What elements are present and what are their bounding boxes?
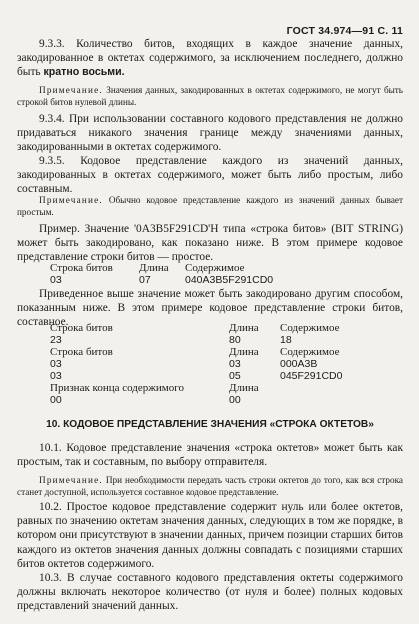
table-cell: 040A3B5F291CD0 bbox=[185, 274, 274, 286]
paragraph-9-3-4: 9.3.4. При использовании составного кодового представления не должно придаваться никакого значения границе между значениями данных, закодированными в октетах содержимого. bbox=[17, 113, 403, 154]
table-header: Содержимое bbox=[280, 346, 340, 358]
table-label: Строка битов bbox=[50, 322, 113, 334]
note-label: Примечание. bbox=[39, 475, 103, 485]
note-text: При необходимости передать часть строки октетов до того, как вся строка станет доступной, используется составное кодовое представление. bbox=[17, 475, 403, 497]
table-cell: 23 bbox=[50, 334, 62, 346]
table-cell: 03 bbox=[229, 358, 241, 370]
table-header: Содержимое bbox=[185, 262, 245, 274]
note-text: Обычно кодовое представление каждого из значений данных бывает простым. bbox=[17, 195, 403, 217]
paragraph-text: 9.3.3. Количество битов, входящих в каждое значение данных, закодированное в октетах содержимого, за исключением последнего, должно быть bbox=[17, 38, 403, 79]
emphasis-text: кратно восьми. bbox=[43, 66, 125, 79]
table-header: Длина bbox=[139, 262, 169, 274]
page-header: ГОСТ 34.974—91 С. 11 bbox=[286, 25, 403, 37]
section-title: 10. КОДОВОЕ ПРЕДСТАВЛЕНИЕ ЗНАЧЕНИЯ «СТРОКА ОКТЕТОВ» bbox=[46, 419, 374, 430]
note-text: Значения данных, закодированных в октетах содержимого, не могут быть строкой битов нулевой длины. bbox=[17, 85, 403, 107]
table-label: Строка битов bbox=[50, 346, 113, 358]
table-header: Длина bbox=[229, 322, 259, 334]
table-cell: 18 bbox=[280, 334, 292, 346]
table-cell: 07 bbox=[139, 274, 151, 286]
table-label: Признак конца содержимого bbox=[50, 382, 184, 394]
paragraph-10-1: 10.1. Кодовое представление значения «строка октетов» может быть как простым, так и составным, по выбору отправителя. bbox=[17, 442, 403, 469]
table-cell: 05 bbox=[229, 370, 241, 382]
table-cell: 000A3B bbox=[280, 358, 318, 370]
note-3 bbox=[17, 474, 403, 498]
table-cell: 03 bbox=[50, 358, 62, 370]
table-header: Строка битов bbox=[50, 262, 113, 274]
note-2 bbox=[17, 194, 403, 218]
paragraph-10-2: 10.2. Простое кодовое представление содержит нуль или более октетов, равных по значению октетам значения данных, следующих в том же порядке, в котором они присутствуют в значении данных, причем позиции старших битов каждого из октетов значения данных должны совпадать с позициями старших битов октетов содержимого. bbox=[17, 501, 403, 570]
table-cell: 045F291CD0 bbox=[280, 370, 343, 382]
example-paragraph: Пример. Значение '0A3B5F291CD'H типа «строка битов» (BIT STRING) может быть закодировано, как показано ниже. В этом примере кодовое представление строки битов — простое. bbox=[17, 223, 403, 264]
table-header: Длина bbox=[229, 382, 259, 394]
table-cell: 00 bbox=[50, 394, 62, 406]
table-cell: 03 bbox=[50, 274, 62, 286]
table-cell: 00 bbox=[229, 394, 241, 406]
note-label: Примечание. bbox=[39, 85, 103, 95]
paragraph-10-3: 10.3. В случае составного кодового представления октеты содержимого должны включать некоторое количество (от нуля и более) полных кодовых представлений значений данных. bbox=[17, 572, 403, 613]
note-1 bbox=[17, 84, 403, 108]
note-label: Примечание. bbox=[39, 195, 103, 205]
table-cell: 80 bbox=[229, 334, 241, 346]
paragraph-9-3-3 bbox=[17, 37, 403, 80]
alt-encoding-paragraph: Приведенное выше значение может быть закодировано другим способом, показанным ниже. В этом примере кодовое представление строки битов, составное. bbox=[17, 288, 403, 329]
table-header: Длина bbox=[229, 346, 259, 358]
table-cell: 03 bbox=[50, 370, 62, 382]
paragraph-9-3-5: 9.3.5. Кодовое представление каждого из значений данных, закодированных в октетах содержимого, может быть либо простым, либо составным. bbox=[17, 155, 403, 196]
table-header: Содержимое bbox=[280, 322, 340, 334]
